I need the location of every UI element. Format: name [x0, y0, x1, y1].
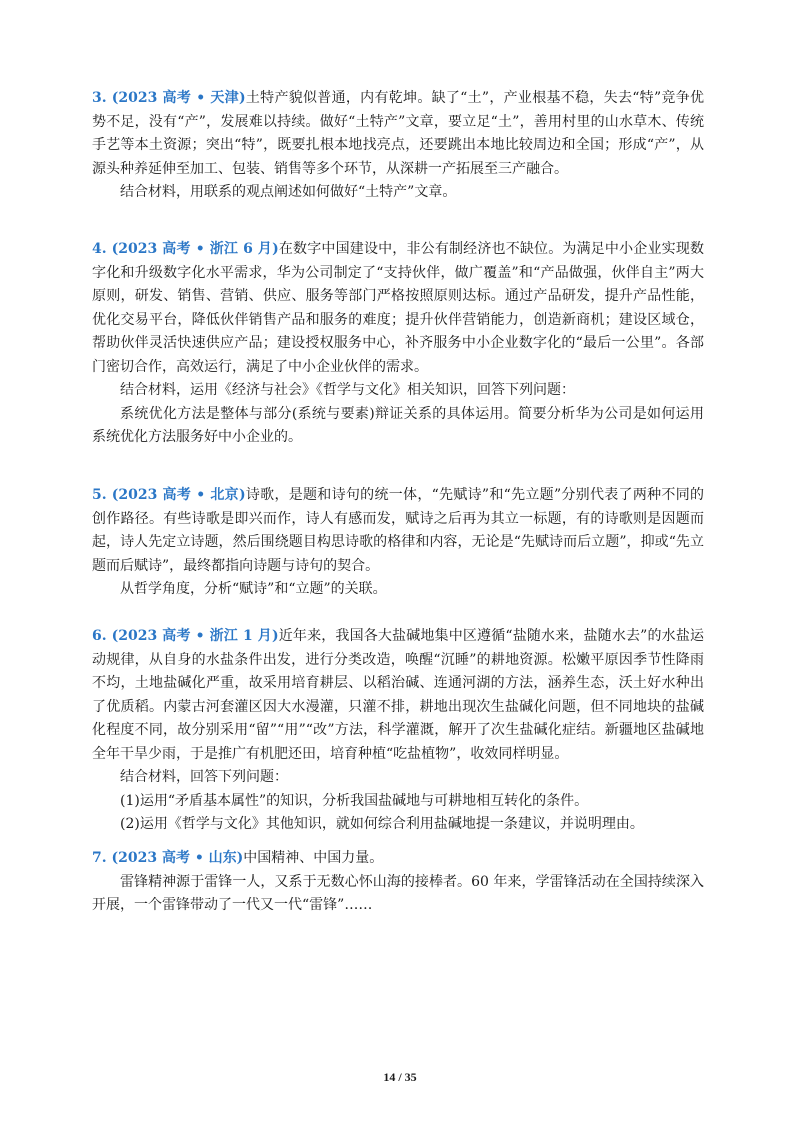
question-6-subquestion-1: (1)运用“矛盾基本属性”的知识，分析我国盐碱地与可耕地相互转化的条件。 [120, 792, 589, 809]
question-3-prompt: 结合材料，用联系的观点阐述如何做好“土特产”文章。 [120, 184, 457, 200]
question-4-prompt: 系统优化方法是整体与部分(系统与要素)辩证关系的具体运用。简要分析华为公司是如何运用系统优化方法服务好中小企业的。 [92, 405, 704, 445]
question-4-stem [92, 238, 704, 379]
question-3-stem [92, 87, 704, 181]
question-3-material: 土特产貌似普通，内有乾坤。缺了“土”，产业根基不稳，失去“特”竞争优势不足，没有“产”，发展难以持续。做好“土特产”文章，要立足“土”，善用村里的山水草木、传统手艺等本土资源；突出“特”，既要扎根本地找亮点，还要跳出本地比较周边和全国；形成“产”，从源头种养延伸至加工、包装、销售等多个环节，从深耕一产拓展至三产融合。 [92, 90, 704, 177]
question-5-source-tag: 5. (2023 高考 • 北京) [92, 487, 246, 503]
question-7-source-tag: 7. (2023 高考 • 山东) [92, 850, 244, 866]
question-7 [92, 847, 704, 918]
question-7-paragraph: 雷锋精神源于雷锋一人，又系于无数心怀山海的接棒者。60 年来，学雷锋活动在全国持续深入开展，一个雷锋带动了一代又一代“雷锋”…… [92, 873, 704, 913]
question-5-material: 诗歌，是题和诗句的统一体，“先赋诗”和“先立题”分别代表了两种不同的创作路径。有些诗歌是即兴而作，诗人有感而发，赋诗之后再为其立一标题，有的诗歌则是因题而起，诗人先定立诗题，然后围绕题目构思诗歌的格律和内容，无论是“先赋诗而后立题”，抑或“先立题而后赋诗”，最终都指向诗题与诗句的契合。 [92, 487, 704, 574]
question-3-source-tag: 3. (2023 高考 • 天津) [92, 90, 246, 106]
question-6-source-tag: 6. (2023 高考 • 浙江 1 月) [92, 628, 279, 644]
question-4-instruction: 结合材料，运用《经济与社会》《哲学与文化》相关知识，回答下列问题： [120, 382, 575, 398]
question-6-subquestion-2: (2)运用《哲学与文化》其他知识，就如何综合利用盐碱地提一条建议，并说明理由。 [120, 816, 644, 832]
question-6 [92, 625, 704, 837]
question-5-prompt: 从哲学角度，分析“赋诗”和“立题”的关联。 [120, 581, 387, 597]
question-4 [92, 238, 704, 450]
question-7-material: 中国精神、中国力量。 [243, 850, 384, 866]
question-5 [92, 484, 704, 602]
question-4-material: 在数字中国建设中，非公有制经济也不缺位。为满足中小企业实现数字化和升级数字化水平需求，华为公司制定了“支持伙伴，做广覆盖”和“产品做强，伙伴自主”两大原则，研发、销售、营销、供应、服务等部门严格按照原则达标。通过产品研发，提升产品性能，优化交易平台，降低伙伴销售产品和服务的难度；提升伙伴营销能力，创造新商机；建设区域仓，帮助伙伴灵活快速供应产品；建设授权服务中心，补齐服务中小企业数字化的“最后一公里”。各部门密切合作，高效运行，满足了中小企业伙伴的需求。 [92, 241, 704, 375]
question-5-stem [92, 484, 704, 578]
question-6-instruction: 结合材料，回答下列问题： [120, 769, 288, 785]
question-6-material: 近年来，我国各大盐碱地集中区遵循“盐随水来，盐随水去”的水盐运动规律，从自身的水盐条件出发，进行分类改造，唤醒“沉睡”的耕地资源。松嫩平原因季节性降雨不均，土地盐碱化严重，故采用培育耕层、以稻治碱、连通河湖的方法，涵养生态，沃土好水种出了优质稻。内蒙古河套灌区因大水漫灌，只灌不排，耕地出现次生盐碱化问题，但不同地块的盐碱化程度不同，故分别采用“留”“用”“改”方法，科学灌溉，解开了次生盐碱化症结。新疆地区盐碱地全年干旱少雨，于是推广有机肥还田，培育种植“吃盐植物”，收效同样明显。 [92, 628, 704, 762]
question-7-stem [92, 847, 704, 871]
question-3 [92, 87, 704, 205]
question-4-source-tag: 4. (2023 高考 • 浙江 6 月) [92, 241, 279, 257]
page-number: 14 / 35 [383, 1070, 417, 1084]
question-6-stem [92, 625, 704, 766]
